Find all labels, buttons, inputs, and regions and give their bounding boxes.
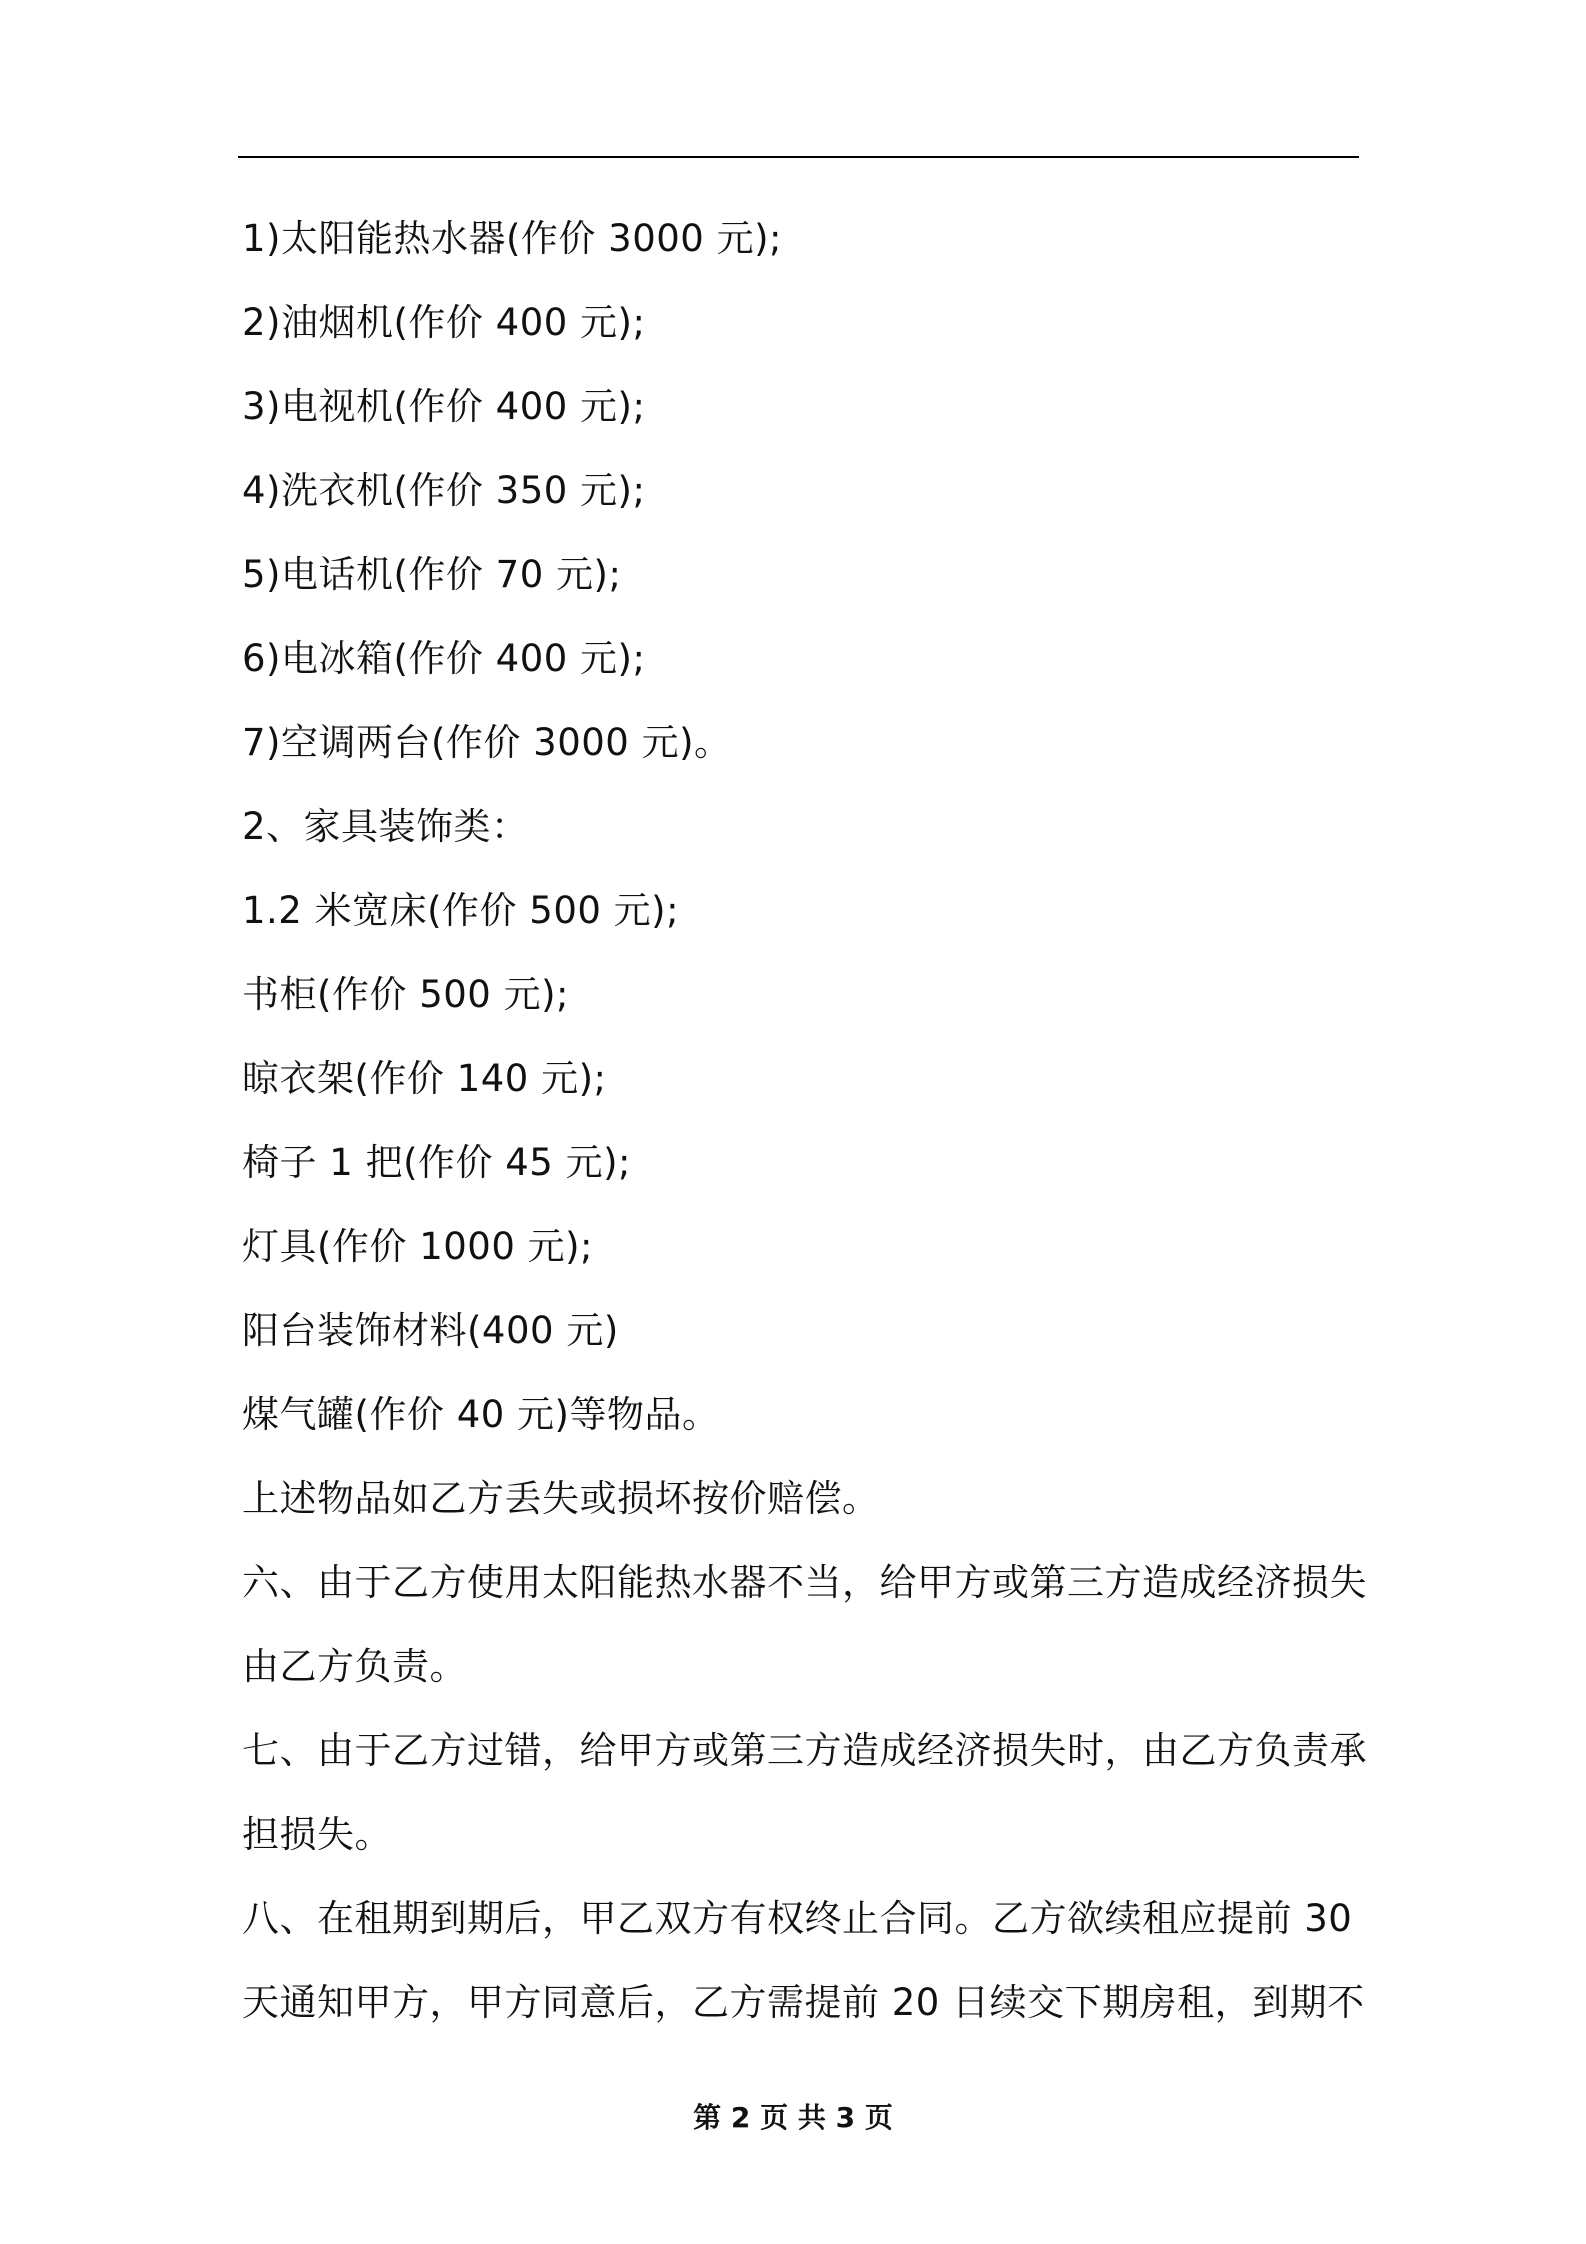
document-line: 1)太阳能热水器(作价 3000 元); [242, 217, 782, 260]
document-body [242, 197, 1367, 2045]
document-line: 1.2 米宽床(作价 500 元); [242, 889, 680, 932]
document-line: 3)电视机(作价 400 元); [242, 385, 646, 428]
header-rule [238, 156, 1359, 158]
section-heading: 2、家具装饰类： [242, 805, 529, 848]
document-line: 6)电冰箱(作价 400 元); [242, 637, 646, 680]
clause-seven-line: 担损失。 [242, 1813, 392, 1856]
clause-eight-line: 八、在租期到期后，甲乙双方有权终止合同。乙方欲续租应提前 30 [242, 1897, 1353, 1940]
document-line: 4)洗衣机(作价 350 元); [242, 469, 646, 512]
page-number: 第 2 页 共 3 页 [693, 2101, 893, 2134]
document-line: 2)油烟机(作价 400 元); [242, 301, 646, 344]
clause-seven-line: 七、由于乙方过错，给甲方或第三方造成经济损失时，由乙方负责承 [242, 1729, 1367, 1772]
document-line: 书柜(作价 500 元); [242, 973, 569, 1016]
document-line: 7)空调两台(作价 3000 元)。 [242, 721, 732, 764]
document-line: 煤气罐(作价 40 元)等物品。 [242, 1393, 720, 1436]
clause-six-line: 六、由于乙方使用太阳能热水器不当，给甲方或第三方造成经济损失 [242, 1561, 1367, 1604]
document-line: 晾衣架(作价 140 元); [242, 1057, 607, 1100]
document-line: 上述物品如乙方丢失或损坏按价赔偿。 [242, 1477, 880, 1520]
document-line: 椅子 1 把(作价 45 元); [242, 1141, 632, 1184]
clause-six-line: 由乙方负责。 [242, 1645, 467, 1688]
clause-eight-line: 天通知甲方，甲方同意后，乙方需提前 20 日续交下期房租，到期不 [242, 1981, 1365, 2024]
document-line: 灯具(作价 1000 元); [242, 1225, 594, 1268]
document-line: 阳台装饰材料(400 元) [242, 1309, 619, 1352]
document-line: 5)电话机(作价 70 元); [242, 553, 622, 596]
